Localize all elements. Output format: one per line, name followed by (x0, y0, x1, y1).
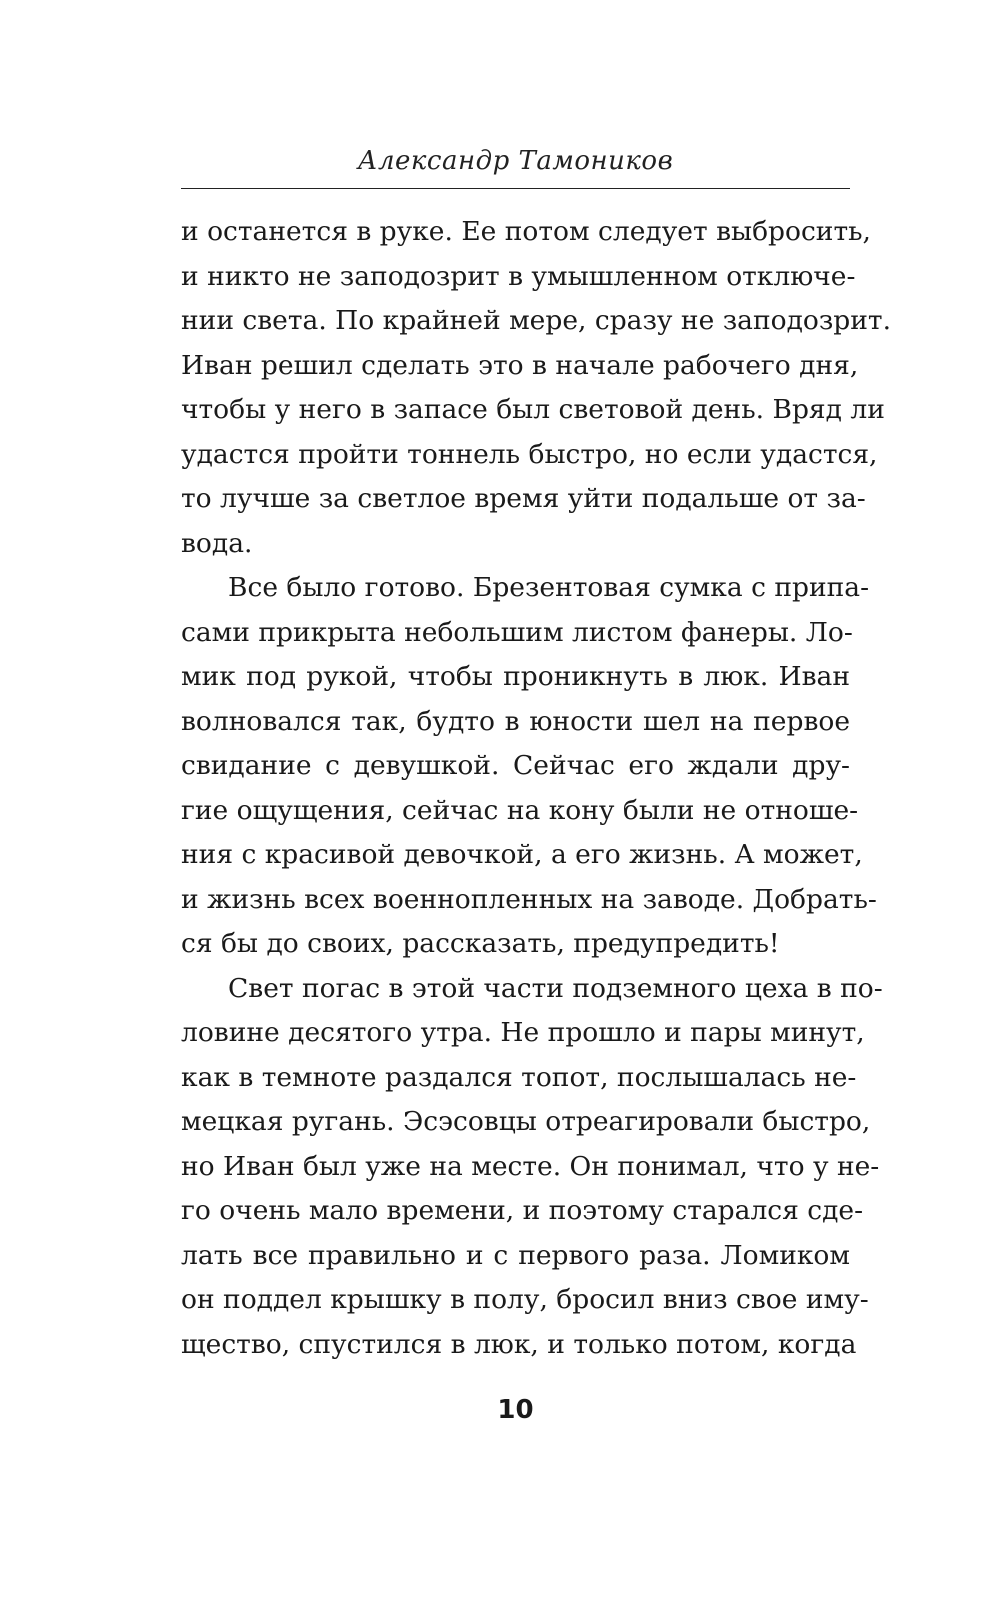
text-line: и останется в руке. Ее потом следует выбросить, (181, 216, 871, 247)
text-line: Иван решил сделать это в начале рабочего дня, (181, 349, 859, 381)
text-line: он поддел крышку в полу, бросил вниз свое иму- (181, 1284, 869, 1315)
text-line: ния с красивой девочкой, а его жизнь. А может, (181, 839, 863, 870)
text-line: Свет погас в этой части подземного цеха в по- (228, 972, 883, 1004)
text-line: го очень мало времени, и поэтому старался сде- (181, 1195, 864, 1226)
text-line: мецкая ругань. Эсэсовцы отреагировали быстро, (181, 1106, 871, 1137)
text-line: волновался так, будто в юности шел на первое (181, 705, 850, 737)
paragraph-2 (181, 566, 877, 967)
text-line: ся бы до своих, рассказать, предупредить! (181, 928, 780, 959)
paragraph-1 (181, 210, 892, 566)
text-line: чтобы у него в запасе был световой день. Вряд ли (181, 394, 885, 425)
header-rule (181, 188, 850, 189)
text-line: Все было готово. Брезентовая сумка с припа- (228, 572, 870, 603)
running-head-author: Александр Тамоников (357, 146, 674, 176)
text-line: но Иван был уже на месте. Он понимал, что у не- (181, 1150, 880, 1182)
paragraph-3 (181, 967, 883, 1368)
text-line: вода. (181, 527, 253, 559)
text-line: нии света. По крайней мере, сразу не заподозрит. (181, 305, 892, 336)
text-line: мик под рукой, чтобы проникнуть в люк. Иван (181, 661, 850, 692)
text-line: и никто не заподозрит в умышленном отключе- (181, 260, 856, 292)
text-line: как в темноте раздался топот, послышалась не- (181, 1061, 857, 1093)
text-line: свидание с девушкой. Сейчас его ждали дру- (181, 750, 850, 781)
text-line: щество, спустился в люк, и только потом, когда (181, 1328, 857, 1360)
text-line: лать все правильно и с первого раза. Ломиком (181, 1239, 850, 1271)
body-text (181, 210, 892, 1367)
page-number: 10 (497, 1395, 534, 1425)
text-line: гие ощущения, сейчас на кону были не отноше- (181, 794, 859, 826)
text-line: и жизнь всех военнопленных на заводе. Добрать- (181, 883, 877, 915)
text-line: удастся пройти тоннель быстро, но если удастся, (181, 438, 878, 470)
text-line: ловине десятого утра. Не прошло и пары минут, (181, 1017, 865, 1048)
text-line: то лучше за светлое время уйти подальше от за- (181, 483, 866, 514)
text-line: сами прикрыта небольшим листом фанеры. Ло- (181, 616, 853, 648)
